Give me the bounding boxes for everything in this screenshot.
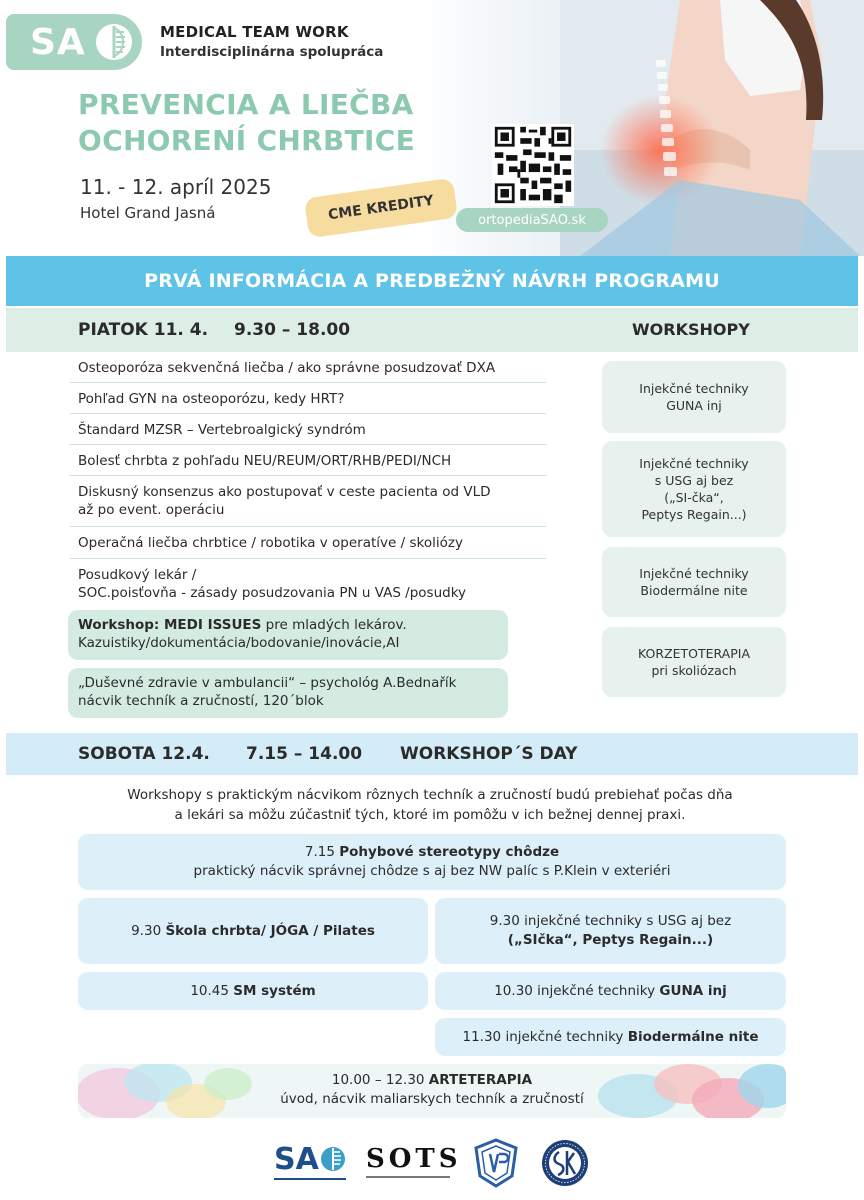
workshop-box-line: Peptys Regain...) — [641, 507, 747, 522]
saturday-time: 7.15 – 14.00 — [246, 744, 363, 764]
sao-logo-spine-icon — [96, 24, 132, 60]
program-item-text: Diskusný konsenzus ako postupovať v ceste pacienta od VLD — [78, 484, 491, 500]
saturday-day: SOBOTA 12.4. — [78, 744, 210, 764]
session-title: Biodermálne nite — [627, 1028, 759, 1045]
session-biodermal — [435, 1018, 786, 1056]
saturday-intro — [60, 785, 800, 825]
footer-logo-sao-text: SA — [274, 1142, 319, 1177]
friday-time: 9.30 – 18.00 — [234, 320, 351, 340]
program-item-text: Štandard MZSR – Vertebroalgický syndróm — [78, 422, 366, 438]
workshops-heading: WORKSHOPY — [632, 320, 750, 339]
program-item-text: Osteoporóza sekvenčná liečba / ako správne posudzovať DXA — [78, 360, 496, 376]
program-item — [70, 483, 546, 527]
workshop-desc: Kazuistiky/dokumentácia/bodovanie/inovácie,AI — [78, 635, 400, 651]
program-item-text: Bolesť chrbta z pohľadu NEU/REUM/ORT/RHB/PEDI/NCH — [78, 453, 452, 469]
session-time: 11.30 injekčné techniky — [462, 1028, 628, 1045]
event-title-line1: PREVENCIA A LIEČBA — [78, 88, 414, 121]
footer-logo-underline — [274, 1178, 346, 1180]
workshop-medi-issues — [68, 610, 508, 660]
program-item — [70, 534, 546, 559]
event-venue: Hotel Grand Jasná — [80, 204, 216, 222]
session-time: 7.15 — [304, 844, 340, 860]
saturday-intro-line: a lekári sa môžu zúčastniť tých, ktoré im pomôžu v ich bežnej dennej praxi. — [174, 807, 686, 823]
friday-day: PIATOK 11. 4. — [78, 320, 209, 340]
workshop-box-line: GUNA inj — [666, 398, 722, 413]
session-title: SM systém — [233, 982, 316, 999]
workshop-box-biodermal — [602, 547, 786, 617]
session-time: 9.30 — [131, 922, 166, 939]
website-link[interactable]: ortopediaSAO.sk — [456, 208, 608, 232]
session-time: 10.30 injekčné techniky — [494, 982, 660, 999]
vps-shield-logo — [472, 1138, 520, 1188]
workshop-box-guna — [602, 361, 786, 433]
footer-logo-underline — [366, 1176, 450, 1178]
mental-health-title: „Duševné zdravie v ambulancii“ – psychológ A.Bednařík — [78, 675, 457, 691]
workshop-title: Workshop: MEDI ISSUES — [78, 617, 262, 633]
program-item-text: Operačná liečba chrbtice / robotika v operatíve / skoliózy — [78, 535, 463, 551]
event-date: 11. - 12. apríl 2025 — [80, 175, 272, 199]
session-time: 10.00 – 12.30 — [331, 1072, 429, 1088]
workshop-box-korzet — [602, 627, 786, 697]
session-art-therapy — [78, 1064, 786, 1118]
sao-logo — [6, 14, 142, 70]
saturday-intro-line: Workshopy s praktickým nácvikom rôznych techník a zručností budú prebiehať počas dňa — [127, 787, 733, 803]
program-item — [70, 359, 546, 383]
footer-logo-sots — [366, 1138, 462, 1188]
program-item-text: až po event. operáciu — [78, 502, 225, 518]
spine-icon — [320, 1146, 346, 1172]
workshops-day-label: WORKSHOP´S DAY — [400, 744, 578, 764]
org-name: MEDICAL TEAM WORK — [160, 23, 349, 41]
program-item — [70, 566, 546, 608]
workshop-box-usg — [602, 441, 786, 537]
friday-header — [6, 308, 858, 352]
workshop-box-line: s USG aj bez — [654, 473, 734, 488]
org-subtitle: Interdisciplinárna spolupráca — [160, 44, 384, 60]
header — [0, 0, 864, 256]
session-desc: („SIčka“, Peptys Regain...) — [507, 932, 714, 948]
program-item-text: Pohľad GYN na osteoporózu, kedy HRT? — [78, 391, 345, 407]
workshop-box-line: Biodermálne nite — [640, 583, 748, 598]
session-desc: úvod, nácvik maliarskych techník a zručností — [280, 1091, 584, 1107]
workshop-box-line: Injekčné techniky — [639, 381, 749, 396]
session-back-school — [78, 898, 428, 964]
workshop-box-line: KORZETOTERAPIA — [637, 646, 750, 661]
footer-logo-sao — [274, 1138, 346, 1188]
art-therapy-text — [78, 1071, 786, 1109]
session-desc: praktický nácvik správnej chôdze s aj bez NW palíc s P.Klein v exteriéri — [193, 863, 671, 879]
workshop-title-rest: pre mladých lekárov. — [261, 617, 407, 633]
program-item — [70, 452, 546, 476]
session-guna — [435, 972, 786, 1010]
event-title-line2: OCHORENÍ CHRBTICE — [78, 124, 416, 157]
program-item — [70, 421, 546, 445]
program-item-text: SOC.poisťovňa - zásady posudzovania PN u VAS /posudky — [78, 585, 467, 601]
mental-health-block — [68, 668, 508, 718]
footer-logo-sots-text: SOTS — [366, 1144, 462, 1174]
session-usg — [435, 898, 786, 964]
sk-society-seal-logo — [540, 1138, 590, 1188]
program-item — [70, 390, 546, 414]
session-title: 9.30 injekčné techniky s USG aj bez — [489, 913, 732, 929]
program-banner-title: PRVÁ INFORMÁCIA A PREDBEŽNÝ NÁVRH PROGRAMU — [144, 270, 720, 292]
session-title: Škola chrbta/ JÓGA / Pilates — [165, 922, 375, 939]
workshop-box-line: pri skoliózach — [651, 663, 737, 678]
session-walking — [78, 834, 786, 890]
cme-credits-badge: CME KREDITY — [304, 178, 458, 238]
mental-health-desc: nácvik techník a zručností, 120´blok — [78, 693, 324, 709]
workshop-box-line: Injekčné techniky — [639, 566, 749, 581]
session-sm-system — [78, 972, 428, 1010]
saturday-header — [6, 733, 858, 775]
qr-code[interactable] — [492, 124, 574, 206]
program-item-text: Posudkový lekár / — [78, 567, 197, 583]
session-time: 10.45 — [190, 982, 234, 999]
session-title: GUNA inj — [659, 982, 727, 999]
workshop-box-line: Injekčné techniky — [639, 456, 749, 471]
program-banner — [6, 256, 858, 306]
session-title: Pohybové stereotypy chôdze — [339, 844, 560, 860]
sao-logo-text: SA — [30, 22, 86, 63]
session-title: ARTETERAPIA — [428, 1072, 533, 1088]
workshop-box-line: („SI-čka“, — [664, 490, 724, 505]
